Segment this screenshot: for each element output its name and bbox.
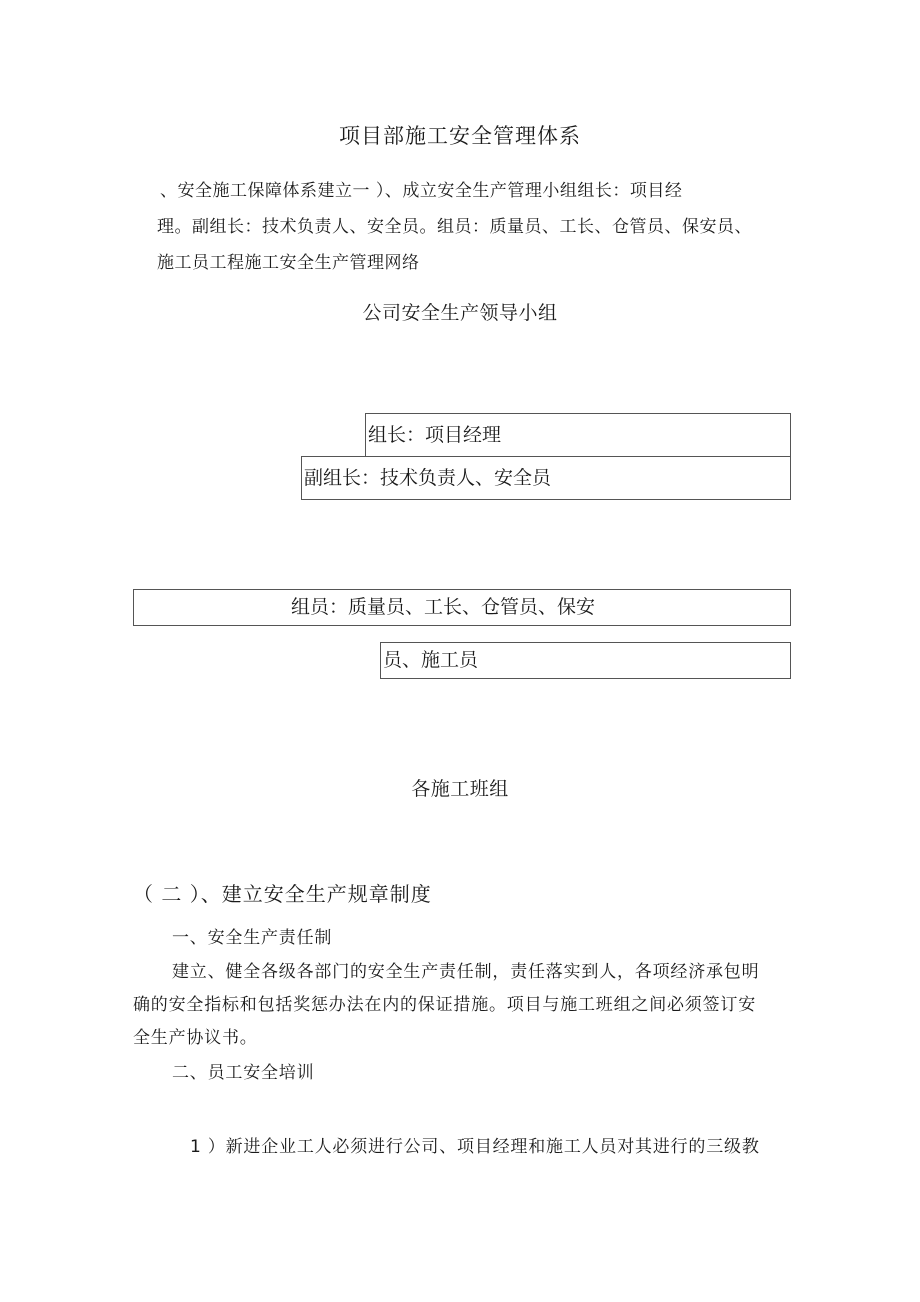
- members-label-line1: 组员：质量员、工长、仓管员、保安: [291, 596, 596, 618]
- leader-label: 组长：项目经理: [368, 423, 502, 446]
- deputy-box: [301, 456, 791, 500]
- intro-line-1: 、安全施工保障体系建立一 ）、成立安全生产管理小组组长：项目经: [160, 181, 683, 201]
- section-heading: （ 二 ）、建立安全生产规章制度: [133, 882, 432, 906]
- intro-line-3: 施工员工程施工安全生产管理网络: [157, 253, 420, 273]
- item1-line-1: 建立、健全各级各部门的安全生产责任制，责任落实到人，各项经济承包明: [172, 962, 760, 982]
- intro-line-2: 理。副组长：技术负责人、安全员。组员：质量员、工长、仓管员、保安员、: [157, 217, 752, 237]
- item1-heading: 一、安全生产责任制: [172, 928, 333, 948]
- members-continued-box: [380, 642, 791, 679]
- item1-line-3: 全生产协议书。: [133, 1028, 258, 1048]
- deputy-label: 副组长：技术负责人、安全员: [304, 466, 552, 489]
- members-box: [133, 589, 791, 626]
- item2-line-1: 1 ）新进企业工人必须进行公司、项目经理和施工人员对其进行的三级教: [190, 1137, 760, 1157]
- item1-line-2: 确的安全指标和包括奖惩办法在内的保证措施。项目与施工班组之间必须签订安: [133, 995, 756, 1015]
- org-top-label: 公司安全生产领导小组: [362, 302, 558, 324]
- org-bottom-label: 各施工班组: [411, 778, 509, 800]
- page-title: 项目部施工安全管理体系: [339, 124, 581, 148]
- leader-box: [365, 413, 791, 457]
- item2-heading: 二、员工安全培训: [172, 1063, 315, 1083]
- members-label-line2: 员、施工员: [383, 649, 479, 671]
